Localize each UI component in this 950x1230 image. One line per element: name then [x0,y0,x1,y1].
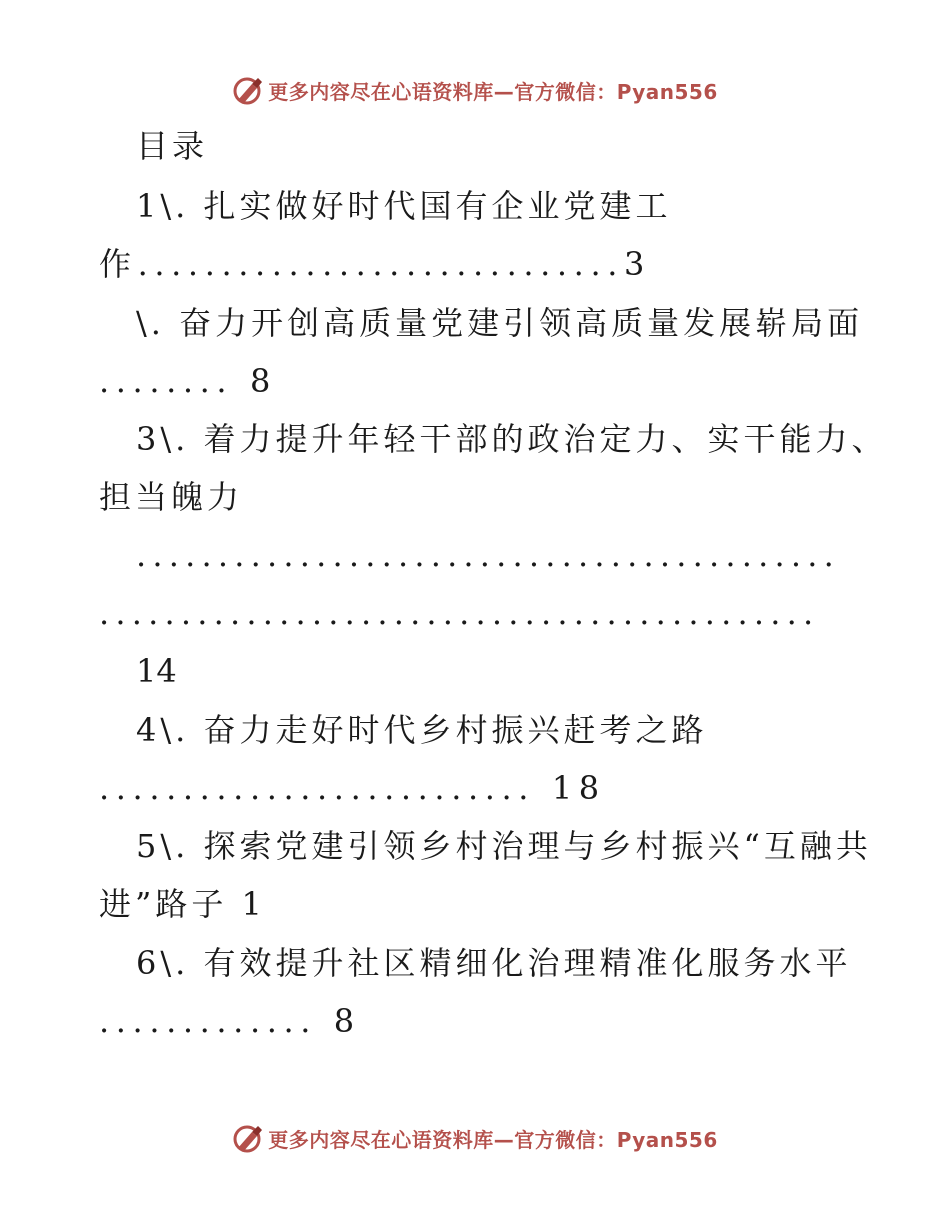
toc-entry-4-title: 4\. 奋力走好时代乡村振兴赶考之路 [136,711,708,749]
toc-entry-3-leader-2: ............................................ [99,594,820,632]
toc-entry-5-title: 5\. 探索党建引领乡村治理与乡村振兴“互融共 [136,827,872,865]
toc-entry-5-title-cont: 进”路子 1 [99,885,266,923]
watermark-wechat: 官方微信：Pyan556 [514,79,718,104]
toc-entry-6-leader: ............. 8 [99,1002,361,1040]
header-watermark [0,70,950,110]
toc-entry-3-leader-1: ........................................... [136,536,840,574]
toc-entry-4-leader: .......................... 18 [99,769,606,807]
toc-entry-3-title: 3\. 着力提升年轻干部的政治定力、实干能力、 [136,420,888,458]
pen-logo-icon [232,1122,264,1154]
watermark-wechat: 官方微信：Pyan556 [514,1127,718,1152]
toc-entry-3-title-cont: 担当魄力 [99,478,244,516]
toc-title: 目录 [136,127,209,165]
pen-logo-icon [232,74,264,106]
toc-entry-2-leader: ........ 8 [99,362,277,400]
watermark-text: 更多内容尽在心语资料库— [268,79,515,104]
watermark-text: 更多内容尽在心语资料库— [268,1127,515,1152]
toc-entry-3-page: 14 [136,652,177,690]
footer-watermark [0,1118,950,1158]
toc-entry-1-title: 1\. 扎实做好时代国有企业党建工 [136,187,672,225]
toc-entry-1-leader: 作.............................3 [99,245,651,283]
toc-entry-6-title: 6\. 有效提升社区精细化治理精准化服务水平 [136,944,852,982]
toc-entry-2-title: \. 奋力开创高质量党建引领高质量发展崭局面 [136,304,864,342]
